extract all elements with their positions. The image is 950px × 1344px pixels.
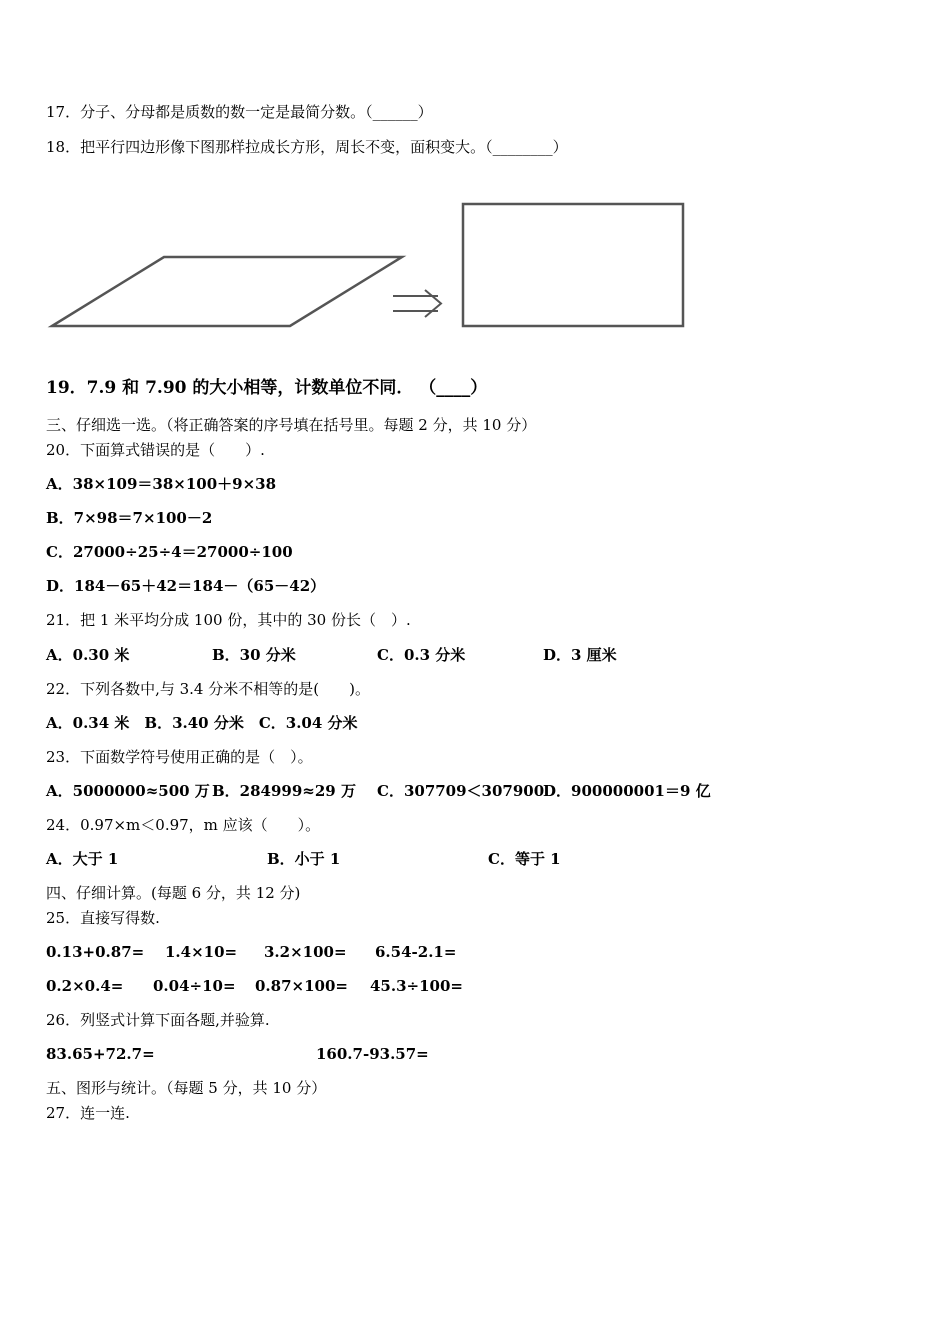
question-22: 22．下列各数中,与 3.4 分米不相等的是( )。 xyxy=(46,680,370,698)
q24-option-b: B．小于 1 xyxy=(267,850,341,868)
q20-option-a: A．38×109＝38×100＋9×38 xyxy=(46,475,277,493)
q22-options: A．0.34 米 B．3.40 分米 C．3.04 分米 xyxy=(46,714,358,732)
question-18: 18．把平行四边形像下图那样拉成长方形，周长不变，面积变大。（________） xyxy=(46,138,568,156)
q21-option-a: A．0.30 米 xyxy=(46,646,130,664)
q23-option-c: C．307709＜307900 xyxy=(377,782,545,800)
q20-option-c: C．27000÷25÷4＝27000÷100 xyxy=(46,543,293,561)
q21-option-d: D．3 厘米 xyxy=(543,646,617,664)
q25-item: 0.13+0.87= xyxy=(46,943,145,961)
q24-option-c: C．等于 1 xyxy=(488,850,561,868)
question-23: 23．下面数学符号使用正确的是（ ）。 xyxy=(46,748,313,766)
q20-option-b: B．7×98＝7×100－2 xyxy=(46,509,213,527)
q25-item: 45.3÷100= xyxy=(370,977,463,995)
section-3-heading: 三、仔细选一选。（将正确答案的序号填在括号里。每题 2 分，共 10 分） xyxy=(46,416,537,434)
q26-expression-1: 83.65+72.7= xyxy=(46,1045,155,1063)
question-24: 24．0.97×m＜0.97，m 应该（ ）。 xyxy=(46,816,321,834)
q23-option-a: A．5000000≈500 万 xyxy=(46,782,210,800)
section-5-heading: 五、图形与统计。（每题 5 分，共 10 分） xyxy=(46,1079,327,1097)
q26-expression-2: 160.7-93.57= xyxy=(316,1045,429,1063)
q21-option-c: C．0.3 分米 xyxy=(377,646,466,664)
parallelogram-shape xyxy=(52,257,402,326)
parallelogram-to-rectangle-figure xyxy=(40,195,740,345)
question-25: 25．直接写得数. xyxy=(46,909,160,927)
q23-option-b: B．284999≈29 万 xyxy=(212,782,356,800)
question-26: 26．列竖式计算下面各题,并验算. xyxy=(46,1011,270,1029)
section-4-heading: 四、仔细计算。(每题 6 分，共 12 分) xyxy=(46,884,301,902)
q25-item: 6.54-2.1= xyxy=(375,943,457,961)
q25-item: 3.2×100= xyxy=(264,943,347,961)
q21-option-b: B．30 分米 xyxy=(212,646,296,664)
question-17: 17．分子、分母都是质数的数一定是最简分数。（______） xyxy=(46,103,433,121)
q25-item: 0.87×100= xyxy=(255,977,348,995)
question-20: 20．下面算式错误的是（ ）. xyxy=(46,441,265,459)
q24-option-a: A．大于 1 xyxy=(46,850,119,868)
q25-item: 1.4×10= xyxy=(165,943,238,961)
rectangle-shape xyxy=(463,204,683,326)
q25-item: 0.04÷10= xyxy=(153,977,236,995)
question-27: 27．连一连. xyxy=(46,1104,130,1122)
question-21: 21．把 1 米平均分成 100 份，其中的 30 份长（ ）. xyxy=(46,611,411,629)
question-19: 19．7.9 和 7.90 的大小相等，计数单位不同． （____） xyxy=(46,378,488,398)
q20-option-d: D．184－65＋42＝184－（65－42） xyxy=(46,577,326,595)
q23-option-d: D．900000001＝9 亿 xyxy=(543,782,711,800)
double-arrow-icon xyxy=(393,290,441,317)
q25-item: 0.2×0.4= xyxy=(46,977,124,995)
